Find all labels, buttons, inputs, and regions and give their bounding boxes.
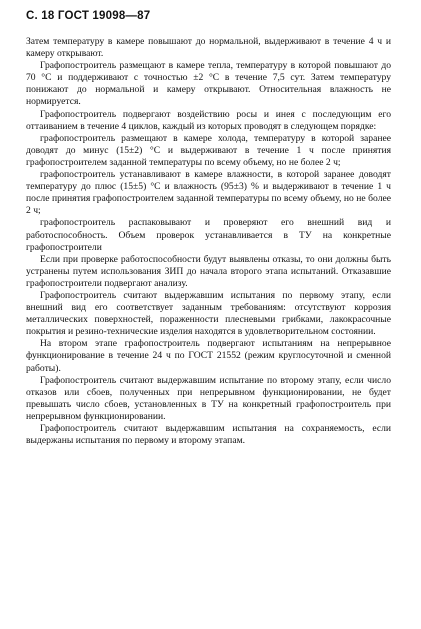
paragraph: Графопостроитель размещают в камере тепла, температуру в которой повышают до 70 °С и поддерживают с точностью ±2 °С в течение 7,5 сут. Затем температуру понижают до нормальной и камеру открывают. Относительная влажность не нормируется. (26, 60, 391, 108)
paragraph: Графопостроитель считают выдержавшим испытания по первому этапу, если внешний вид его соответствует заданным требованиям: отсутствуют коррозия металлических поверхностей, пораженности плесневыми грибками, лакокрасочные покрытия и резино-технические изделия находятся в удовлетворительном состоянии. (26, 289, 391, 338)
paragraph: На втором этапе графопостроитель подвергают испытаниям на непрерывное функционирование в течение 24 ч по ГОСТ 21552 (режим круглосуточной и сменной работы). (26, 338, 391, 374)
document-body (26, 36, 391, 447)
paragraph: Затем температуру в камере повышают до нормальной, выдерживают в течение 4 ч и камеру открывают. (26, 36, 391, 60)
paragraph: графопостроитель устанавливают в камере влажности, в которой заранее доводят температуру до плюс (15±5) °С и влажность (95±3) % и выдерживают в течение 1 ч после принятия графопостроителем заданной температуры по всему объему, но не более 2 ч; (26, 169, 391, 217)
paragraph: Графопостроитель подвергают воздействию росы и инея с последующим его оттаиванием в течение 4 циклов, каждый из которых проводят в следующем порядке: (26, 108, 391, 132)
paragraph: графопостроитель размещают в камере холода, температуру в которой заранее доводят до минус (15±2) °С и выдерживают в течение 1 ч после принятия графопостроителем заданной температуры по всему объему, но не более 2 ч; (26, 132, 391, 168)
paragraph: графопостроитель распаковывают и проверяют его внешний вид и работоспособность. Объем проверок устанавливается в ТУ на конкретные графопостроители (26, 217, 391, 253)
paragraph: Графопостроитель считают выдержавшим испытания на сохраняемость, если выдержаны испытания по первому и второму этапам. (26, 423, 391, 447)
paragraph: Если при проверке работоспособности будут выявлены отказы, то они должны быть устранены путем использования ЗИП до начала второго этапа испытаний. Отказавшие графопостроители подвергают анализу. (26, 253, 391, 289)
page-header: С. 18 ГОСТ 19098—87 (26, 10, 151, 22)
paragraph: Графопостроитель считают выдержавшим испытание по второму этапу, если число отказов или сбоев, полученных при непрерывном функционировании, не будет превышать число сбоев, установленных в ТУ на конкретный графопостроитель при непрерывном функционировании. (26, 374, 391, 422)
